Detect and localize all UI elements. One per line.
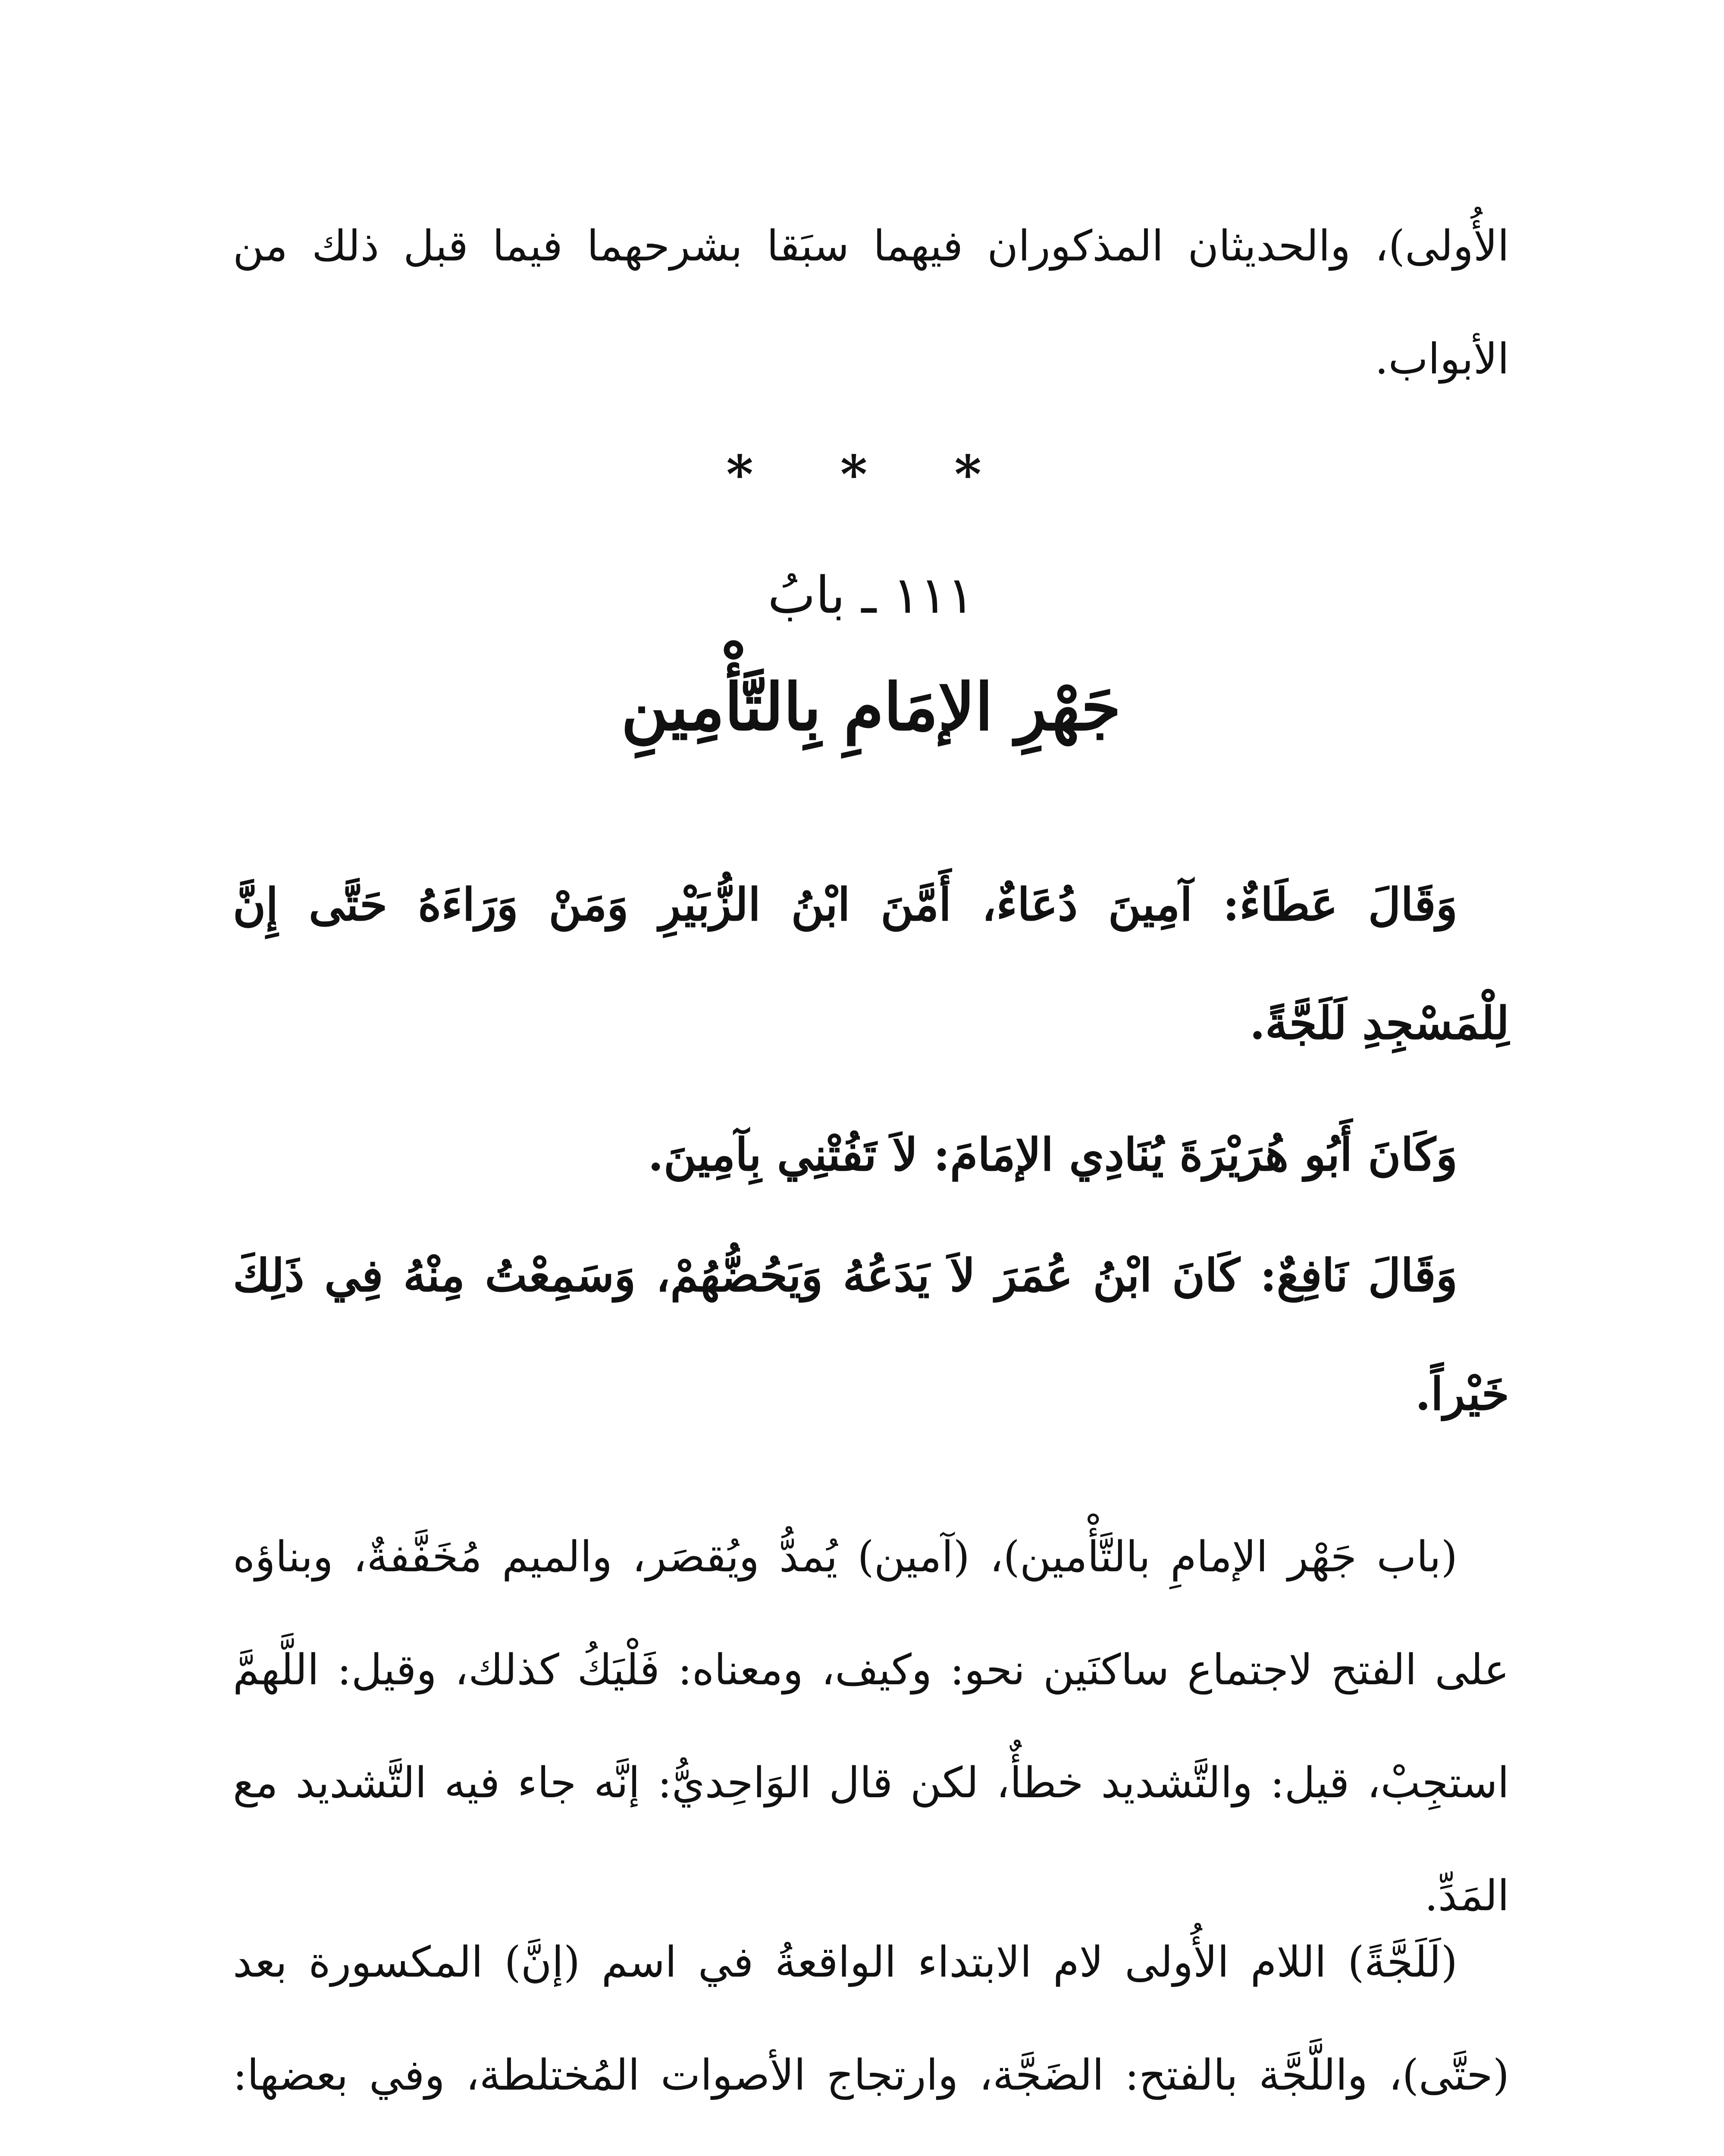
chapter-title: جَهْرِ الإمَامِ بِالتَّأْمِينِ [621,669,1121,745]
commentary-paragraph-amin: (باب جَهْر الإمامِ بالتَّأْمين)، (آمين) يُمدُّ ويُقصَر، والميم مُخَفَّفةٌ، وبناؤه على الفتح لاجتماع ساكنَين نحو: وكيف، ومعناه: فَلْيَكُ كذلك، وقيل: اللَّهمَّ استجِبْ، قيل: والتَّشديد خطأٌ، لكن قال الوَاحِديُّ: إنَّه جاء فيه التَّشديد مع المَدِّ. [233,1532,1509,1921]
matn-paragraph-nafi: وَقَالَ نَافِعٌ: كَانَ ابْنُ عُمَرَ لاَ يَدَعُهُ وَيَحُضُّهُمْ، وَسَمِعْتُ مِنْهُ فِي ذَلِكَ خَيْراً. [233,1249,1509,1420]
continuation-paragraph: الأُولى)، والحديثان المذكوران فيهما سبَقا بشرحهما فيما قبل ذلك من الأبواب. [233,222,1509,384]
commentary-paragraph-lajja: (لَلَجَّةً) اللام الأُولى لام الابتداء الواقعةُ في اسم (إنَّ) المكسورة بعد (حتَّى)، واللَّجَّة بالفتح: الضَجَّة، وارتجاج الأصوات المُختلطة، وفي بعضها: [233,1938,1509,2100]
matn-paragraph-ata: وَقَالَ عَطَاءٌ: آمِينَ دُعَاءٌ، أَمَّنَ ابْنُ الزُّبَيْرِ وَمَنْ وَرَاءَهُ حَتَّى إِنَّ لِلْمَسْجِدِ لَلَجَّةً. [233,878,1509,1050]
matn-paragraph-abu-hurayra: وَكَانَ أَبُو هُرَيْرَةَ يُنَادِي الإمَامَ: لاَ تَفُتْنِي بِآمِينَ. [648,1128,1458,1181]
chapter-number: ١١١ ـ بابُ [768,565,975,625]
section-separator: * * * [726,444,1016,505]
